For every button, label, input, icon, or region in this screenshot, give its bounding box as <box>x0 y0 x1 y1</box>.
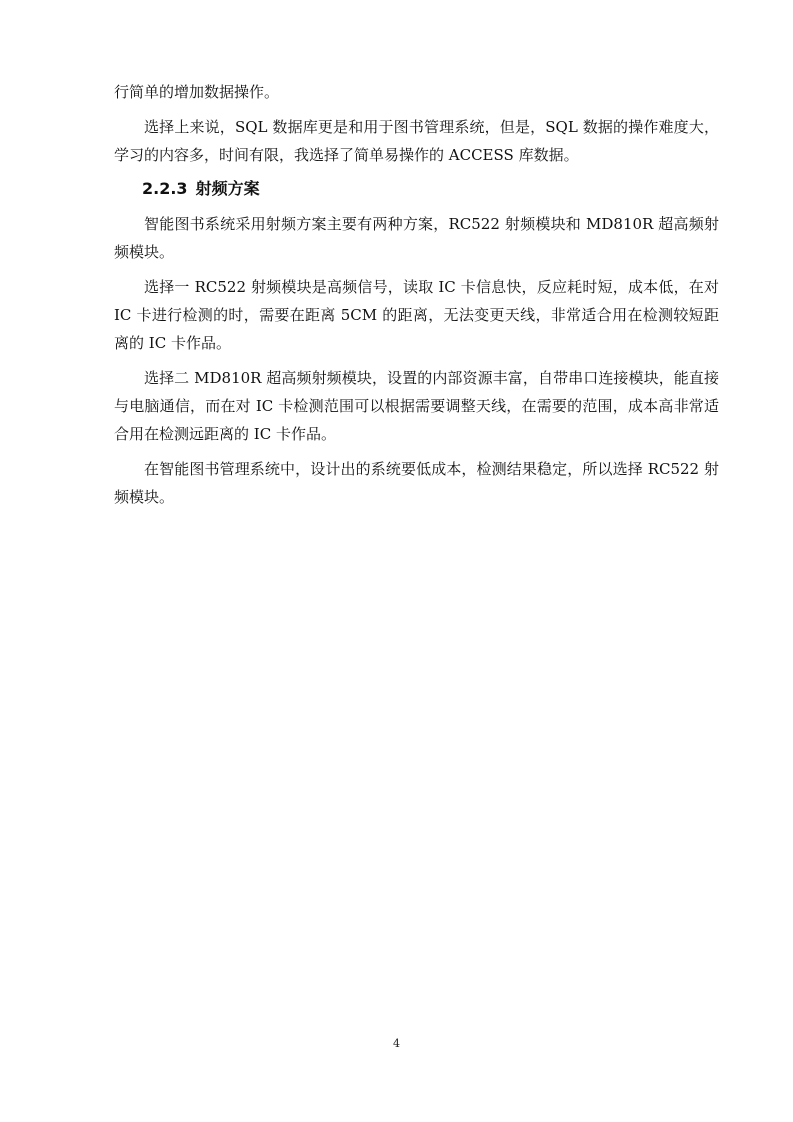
paragraph-continuation: 行简单的增加数据操作。 <box>114 83 280 101</box>
section-heading <box>114 176 719 202</box>
page-number: 4 <box>393 1037 400 1050</box>
paragraph-conclusion: 在智能图书管理系统中，设计出的系统要低成本，检测结果稳定，所以选择 RC522 射频模块。 <box>114 460 719 506</box>
section-number: 2.2.3 <box>142 179 188 198</box>
paragraph-rf-overview: 智能图书系统采用射频方案主要有两种方案，RC522 射频模块和 MD810R 超高频射频模块。 <box>114 215 719 261</box>
paragraph-option-one: 选择一 RC522 射频模块是高频信号，读取 IC 卡信息快，反应耗时短，成本低，在对 IC 卡进行检测的时，需要在距离 5CM 的距离，无法变更天线，非常适合用在检测较短距离的 IC 卡作品。 <box>114 278 719 352</box>
section-title: 射频方案 <box>195 179 260 198</box>
paragraph-database-choice: 选择上来说，SQL 数据库更是和用于图书管理系统，但是，SQL 数据的操作难度大，学习的内容多，时间有限，我选择了简单易操作的 ACCESS 库数据。 <box>114 118 719 164</box>
document-page <box>114 78 719 518</box>
paragraph-option-two: 选择二 MD810R 超高频射频模块，设置的内部资源丰富，自带串口连接模块，能直接与电脑通信，而在对 IC 卡检测范围可以根据需要调整天线，在需要的范围，成本高非常适合用在检测远距离的 IC 卡作品。 <box>114 369 719 443</box>
